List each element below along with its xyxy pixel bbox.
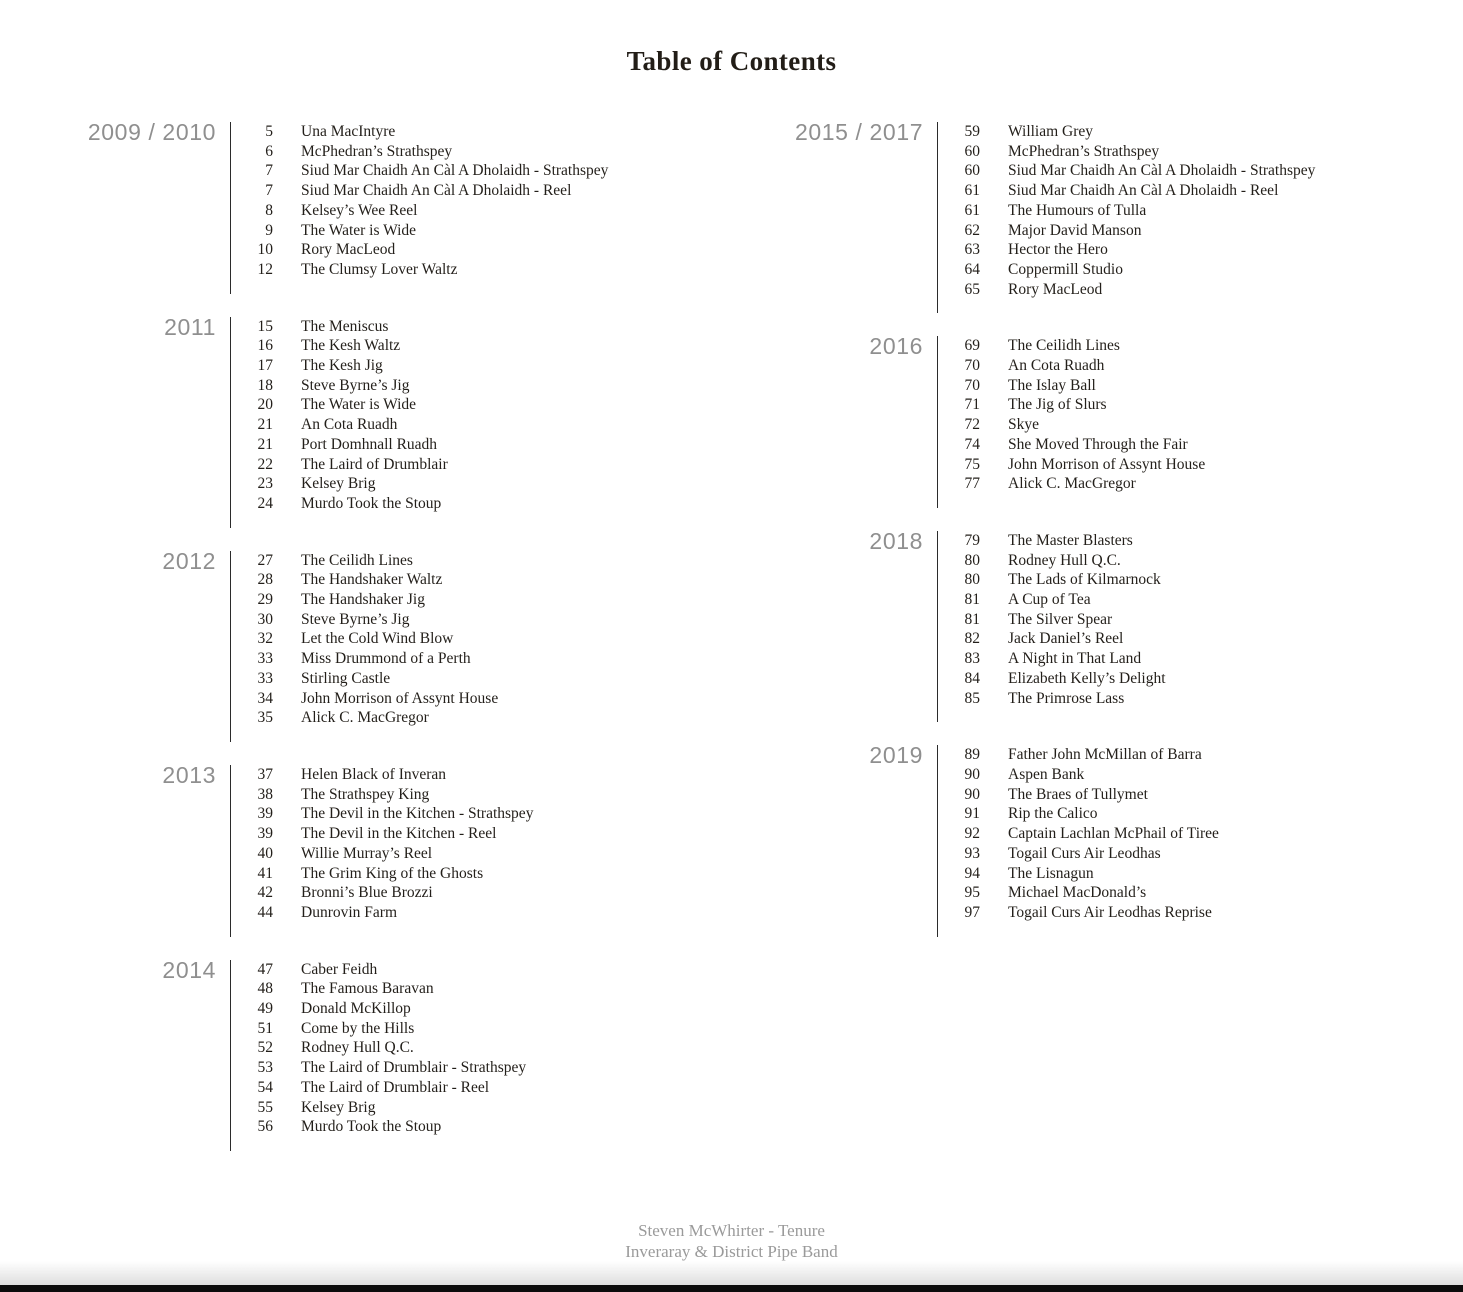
toc-year-section: [78, 761, 718, 937]
entry-tune-title: McPhedran’s Strathspey: [1008, 142, 1160, 160]
entry-tune-title: John Morrison of Assynt House: [301, 689, 499, 707]
entry-page-number: 15: [257, 317, 273, 335]
toc-entry: [231, 610, 718, 630]
entry-page-number: 42: [257, 884, 273, 902]
toc-year-section: [78, 547, 718, 742]
entry-tune-title: The Master Blasters: [1008, 531, 1133, 549]
year-label: 2016: [869, 333, 923, 360]
entry-page-number: 95: [964, 884, 980, 902]
toc-entry: [231, 999, 718, 1019]
entry-tune-title: Kelsey Brig: [301, 1098, 376, 1116]
toc-entry: [231, 1058, 718, 1078]
toc-entry: [231, 474, 718, 494]
footer-author-line: Steven McWhirter - Tenure: [638, 1221, 825, 1240]
entry-tune-title: An Cota Ruadh: [1008, 357, 1105, 375]
toc-year-section: [78, 119, 718, 294]
toc-entry: [938, 455, 1435, 475]
entry-page-number: 35: [257, 709, 273, 727]
entry-page-number: 63: [964, 241, 980, 259]
toc-entry: [231, 455, 718, 475]
toc-entry: [938, 260, 1435, 280]
entry-page-number: 61: [964, 201, 980, 219]
toc-entry: [938, 161, 1435, 181]
entry-page-number: 53: [257, 1059, 273, 1077]
entry-page-number: 21: [257, 416, 273, 434]
section-entries: [230, 960, 718, 1151]
entry-tune-title: Miss Drummond of a Perth: [301, 650, 471, 668]
entry-page-number: 70: [964, 376, 980, 394]
toc-entry: [938, 844, 1435, 864]
entry-tune-title: The Primrose Lass: [1008, 689, 1125, 707]
entry-page-number: 30: [257, 610, 273, 628]
entry-tune-title: Michael MacDonald’s: [1008, 884, 1147, 902]
entry-page-number: 59: [964, 123, 980, 140]
entry-page-number: 82: [964, 630, 980, 648]
page-footer: [0, 1220, 1463, 1262]
toc-entry: [938, 142, 1435, 162]
section-entries: [937, 336, 1435, 508]
entry-page-number: 17: [257, 357, 273, 375]
toc-columns: [0, 119, 1463, 1151]
entry-tune-title: Alick C. MacGregor: [301, 709, 429, 727]
entry-page-number: 33: [257, 650, 273, 668]
entry-tune-title: Jack Daniel’s Reel: [1008, 630, 1124, 648]
entry-tune-title: Aspen Bank: [1008, 765, 1085, 783]
year-label: 2011: [164, 313, 216, 340]
entry-tune-title: Port Domhnall Ruadh: [301, 435, 438, 453]
entry-tune-title: The Water is Wide: [301, 221, 417, 239]
entry-tune-title: Rodney Hull Q.C.: [1008, 551, 1121, 569]
entry-tune-title: Bronni’s Blue Brozzi: [301, 884, 433, 902]
entry-tune-title: Togail Curs Air Leodhas: [1008, 844, 1161, 862]
year-label: 2009 / 2010: [87, 119, 216, 145]
entry-page-number: 81: [964, 591, 980, 609]
entry-page-number: 38: [257, 785, 273, 803]
section-entries: [937, 122, 1435, 313]
toc-entry: [231, 765, 718, 785]
toc-year-section: [78, 956, 718, 1151]
entry-tune-title: Major David Manson: [1008, 221, 1142, 239]
entry-tune-title: The Humours of Tulla: [1008, 201, 1147, 219]
entry-page-number: 80: [964, 571, 980, 589]
entry-page-number: 7: [265, 182, 273, 200]
toc-entry: [231, 669, 718, 689]
toc-entry: [938, 551, 1435, 571]
entry-page-number: 37: [257, 765, 273, 783]
entry-page-number: 56: [257, 1118, 273, 1136]
entry-tune-title: Donald McKillop: [301, 1000, 411, 1018]
entry-page-number: 89: [964, 746, 980, 764]
toc-entry: [231, 336, 718, 356]
entry-tune-title: The Clumsy Lover Waltz: [301, 260, 458, 278]
toc-entry: [231, 864, 718, 884]
toc-year-section: [795, 742, 1435, 936]
entry-tune-title: Captain Lachlan McPhail of Tiree: [1008, 825, 1219, 843]
year-label: 2014: [162, 956, 216, 983]
entry-tune-title: The Handshaker Waltz: [301, 571, 443, 589]
year-label: 2012: [162, 547, 216, 574]
entry-tune-title: The Kesh Waltz: [301, 337, 401, 355]
entry-page-number: 39: [257, 825, 273, 843]
entry-tune-title: McPhedran’s Strathspey: [301, 142, 453, 160]
entry-tune-title: The Ceilidh Lines: [301, 551, 413, 569]
entry-tune-title: The Water is Wide: [301, 396, 417, 414]
entry-tune-title: The Lads of Kilmarnock: [1008, 571, 1161, 589]
toc-entry: [231, 708, 718, 728]
entry-page-number: 91: [964, 805, 980, 823]
entry-tune-title: Caber Feidh: [301, 960, 378, 978]
entry-page-number: 49: [257, 1000, 273, 1018]
entry-tune-title: The Laird of Drumblair: [301, 455, 448, 473]
entry-page-number: 93: [964, 844, 980, 862]
entry-tune-title: Siud Mar Chaidh An Càl A Dholaidh - Strathspey: [1008, 162, 1316, 180]
year-label: 2015 / 2017: [795, 119, 924, 145]
entry-page-number: 5: [265, 123, 273, 140]
page-bottom-shade: [0, 1261, 1463, 1285]
entry-page-number: 8: [265, 201, 273, 219]
toc-entry: [231, 785, 718, 805]
entry-tune-title: Willie Murray’s Reel: [301, 844, 433, 862]
toc-entry: [938, 864, 1435, 884]
toc-entry: [231, 824, 718, 844]
toc-entry: [231, 122, 718, 142]
entry-tune-title: The Strathspey King: [301, 785, 430, 803]
toc-year-section: [78, 313, 718, 528]
entry-page-number: 40: [257, 844, 273, 862]
entry-tune-title: Stirling Castle: [301, 669, 391, 687]
footer-band-line: Inveraray & District Pipe Band: [625, 1242, 838, 1261]
entry-page-number: 84: [964, 669, 980, 687]
entry-tune-title: Siud Mar Chaidh An Càl A Dholaidh - Reel: [1008, 182, 1279, 200]
entry-page-number: 54: [257, 1078, 273, 1096]
entry-page-number: 83: [964, 650, 980, 668]
toc-entry: [231, 317, 718, 337]
toc-column-left: [78, 119, 718, 1151]
entry-page-number: 16: [257, 337, 273, 355]
toc-entry: [231, 395, 718, 415]
entry-tune-title: Let the Cold Wind Blow: [301, 630, 454, 648]
toc-entry: [938, 181, 1435, 201]
toc-entry: [938, 745, 1435, 765]
toc-entry: [938, 883, 1435, 903]
entry-page-number: 23: [257, 475, 273, 493]
toc-entry: [938, 376, 1435, 396]
entry-tune-title: The Silver Spear: [1008, 610, 1113, 628]
toc-entry: [938, 765, 1435, 785]
section-entries: [937, 531, 1435, 722]
entry-tune-title: Come by the Hills: [301, 1019, 415, 1037]
entry-page-number: 44: [257, 903, 273, 921]
toc-entry: [938, 415, 1435, 435]
toc-entry: [938, 395, 1435, 415]
entry-tune-title: An Cota Ruadh: [301, 416, 398, 434]
entry-page-number: 20: [257, 396, 273, 414]
entry-tune-title: The Meniscus: [301, 317, 389, 335]
entry-page-number: 21: [257, 435, 273, 453]
entry-page-number: 27: [257, 551, 273, 569]
entry-page-number: 64: [964, 260, 980, 278]
entry-page-number: 60: [964, 142, 980, 160]
entry-page-number: 72: [964, 416, 980, 434]
toc-entry: [231, 1038, 718, 1058]
entry-page-number: 65: [964, 280, 980, 298]
entry-tune-title: Siud Mar Chaidh An Càl A Dholaidh - Strathspey: [301, 162, 609, 180]
toc-entry: [231, 883, 718, 903]
entry-page-number: 7: [265, 162, 273, 180]
entry-tune-title: She Moved Through the Fair: [1008, 435, 1188, 453]
entry-page-number: 39: [257, 805, 273, 823]
entry-tune-title: Coppermill Studio: [1008, 260, 1123, 278]
toc-year-section: [795, 333, 1435, 508]
entry-tune-title: The Islay Ball: [1008, 376, 1096, 394]
entry-tune-title: A Cup of Tea: [1008, 591, 1091, 609]
entry-page-number: 28: [257, 571, 273, 589]
entry-page-number: 24: [257, 494, 273, 512]
entry-page-number: 55: [257, 1098, 273, 1116]
entry-tune-title: The Devil in the Kitchen - Reel: [301, 825, 497, 843]
entry-page-number: 69: [964, 337, 980, 355]
entry-tune-title: Steve Byrne’s Jig: [301, 376, 410, 394]
toc-entry: [231, 260, 718, 280]
toc-entry: [231, 181, 718, 201]
toc-entry: [938, 590, 1435, 610]
entry-tune-title: Una MacIntyre: [301, 123, 396, 140]
toc-entry: [938, 280, 1435, 300]
entry-page-number: 12: [257, 260, 273, 278]
toc-entry: [231, 1098, 718, 1118]
entry-page-number: 90: [964, 785, 980, 803]
toc-entry: [231, 221, 718, 241]
toc-entry: [231, 1019, 718, 1039]
section-entries: [937, 745, 1435, 936]
entry-page-number: 41: [257, 864, 273, 882]
toc-entry: [938, 201, 1435, 221]
entry-page-number: 85: [964, 689, 980, 707]
section-entries: [230, 317, 718, 528]
entry-tune-title: The Braes of Tullymet: [1008, 785, 1148, 803]
entry-page-number: 90: [964, 765, 980, 783]
entry-tune-title: The Ceilidh Lines: [1008, 337, 1120, 355]
entry-page-number: 71: [964, 396, 980, 414]
entry-tune-title: Rory MacLeod: [1008, 280, 1103, 298]
toc-entry: [231, 494, 718, 514]
entry-page-number: 32: [257, 630, 273, 648]
toc-entry: [938, 240, 1435, 260]
toc-entry: [231, 551, 718, 571]
toc-entry: [231, 804, 718, 824]
entry-page-number: 9: [265, 221, 273, 239]
toc-entry: [938, 122, 1435, 142]
entry-tune-title: The Laird of Drumblair - Reel: [301, 1078, 490, 1096]
toc-entry: [938, 531, 1435, 551]
toc-entry: [231, 844, 718, 864]
entry-page-number: 48: [257, 980, 273, 998]
toc-entry: [938, 903, 1435, 923]
entry-page-number: 94: [964, 864, 980, 882]
toc-entry: [231, 903, 718, 923]
entry-tune-title: Elizabeth Kelly’s Delight: [1008, 669, 1166, 687]
toc-entry: [938, 570, 1435, 590]
entry-tune-title: The Lisnagun: [1008, 864, 1094, 882]
entry-page-number: 60: [964, 162, 980, 180]
toc-entry: [938, 785, 1435, 805]
toc-entry: [231, 629, 718, 649]
toc-entry: [231, 161, 718, 181]
entry-page-number: 33: [257, 669, 273, 687]
year-label: 2019: [869, 742, 923, 769]
toc-entry: [938, 824, 1435, 844]
entry-page-number: 6: [265, 142, 273, 160]
entry-page-number: 97: [964, 903, 980, 921]
entry-tune-title: Rodney Hull Q.C.: [301, 1039, 414, 1057]
toc-entry: [231, 142, 718, 162]
entry-tune-title: The Kesh Jig: [301, 357, 383, 375]
entry-tune-title: Murdo Took the Stoup: [301, 494, 442, 512]
toc-year-section: [795, 527, 1435, 722]
entry-tune-title: Dunrovin Farm: [301, 903, 398, 921]
entry-tune-title: William Grey: [1008, 123, 1094, 140]
toc-entry: [231, 1117, 718, 1137]
toc-column-right: [795, 119, 1435, 937]
entry-tune-title: The Grim King of the Ghosts: [301, 864, 484, 882]
entry-tune-title: Skye: [1008, 416, 1039, 434]
entry-page-number: 47: [257, 960, 273, 978]
toc-entry: [938, 610, 1435, 630]
entry-tune-title: John Morrison of Assynt House: [1008, 455, 1206, 473]
toc-entry: [231, 356, 718, 376]
entry-page-number: 77: [964, 475, 980, 493]
entry-page-number: 80: [964, 551, 980, 569]
section-entries: [230, 551, 718, 742]
toc-entry: [231, 435, 718, 455]
toc-entry: [231, 415, 718, 435]
entry-tune-title: Helen Black of Inveran: [301, 765, 447, 783]
toc-entry: [231, 979, 718, 999]
page-bottom-bar: [0, 1285, 1463, 1292]
entry-tune-title: Alick C. MacGregor: [1008, 475, 1136, 493]
entry-page-number: 70: [964, 357, 980, 375]
entry-tune-title: Steve Byrne’s Jig: [301, 610, 410, 628]
toc-entry: [938, 669, 1435, 689]
entry-page-number: 92: [964, 825, 980, 843]
entry-page-number: 62: [964, 221, 980, 239]
toc-entry: [231, 570, 718, 590]
toc-entry: [231, 1078, 718, 1098]
entry-tune-title: Togail Curs Air Leodhas Reprise: [1008, 903, 1212, 921]
entry-page-number: 81: [964, 610, 980, 628]
entry-tune-title: Kelsey’s Wee Reel: [301, 201, 418, 219]
entry-tune-title: Rip the Calico: [1008, 805, 1098, 823]
page-title: Table of Contents: [626, 46, 837, 76]
entry-tune-title: Father John McMillan of Barra: [1008, 746, 1202, 764]
entry-page-number: 75: [964, 455, 980, 473]
toc-entry: [938, 221, 1435, 241]
entry-page-number: 29: [257, 591, 273, 609]
entry-tune-title: A Night in That Land: [1008, 650, 1142, 668]
entry-page-number: 52: [257, 1039, 273, 1057]
toc-entry: [938, 649, 1435, 669]
entry-tune-title: The Devil in the Kitchen - Strathspey: [301, 805, 534, 823]
entry-page-number: 51: [257, 1019, 273, 1037]
toc-year-section: [795, 119, 1435, 313]
toc-entry: [938, 474, 1435, 494]
toc-entry: [938, 356, 1435, 376]
toc-entry: [231, 240, 718, 260]
entry-page-number: 79: [964, 531, 980, 549]
entry-tune-title: The Famous Baravan: [301, 980, 434, 998]
toc-entry: [231, 376, 718, 396]
entry-page-number: 61: [964, 182, 980, 200]
entry-page-number: 34: [257, 689, 273, 707]
toc-entry: [938, 435, 1435, 455]
toc-entry: [938, 804, 1435, 824]
toc-entry: [231, 590, 718, 610]
entry-tune-title: Murdo Took the Stoup: [301, 1118, 442, 1136]
toc-entry: [938, 629, 1435, 649]
toc-entry: [231, 649, 718, 669]
entry-tune-title: The Laird of Drumblair - Strathspey: [301, 1059, 527, 1077]
year-label: 2018: [869, 527, 923, 554]
section-entries: [230, 765, 718, 937]
entry-page-number: 22: [257, 455, 273, 473]
entry-page-number: 74: [964, 435, 980, 453]
entry-tune-title: Rory MacLeod: [301, 241, 396, 259]
entry-tune-title: Hector the Hero: [1008, 241, 1108, 259]
entry-page-number: 18: [257, 376, 273, 394]
toc-entry: [938, 689, 1435, 709]
toc-entry: [231, 960, 718, 980]
entry-page-number: 10: [257, 241, 273, 259]
section-entries: [230, 122, 718, 294]
entry-tune-title: Siud Mar Chaidh An Càl A Dholaidh - Reel: [301, 182, 572, 200]
entry-tune-title: The Jig of Slurs: [1008, 396, 1107, 414]
toc-entry: [231, 689, 718, 709]
entry-tune-title: Kelsey Brig: [301, 475, 376, 493]
year-label: 2013: [162, 761, 216, 788]
toc-entry: [938, 336, 1435, 356]
toc-entry: [231, 201, 718, 221]
entry-tune-title: The Handshaker Jig: [301, 591, 425, 609]
